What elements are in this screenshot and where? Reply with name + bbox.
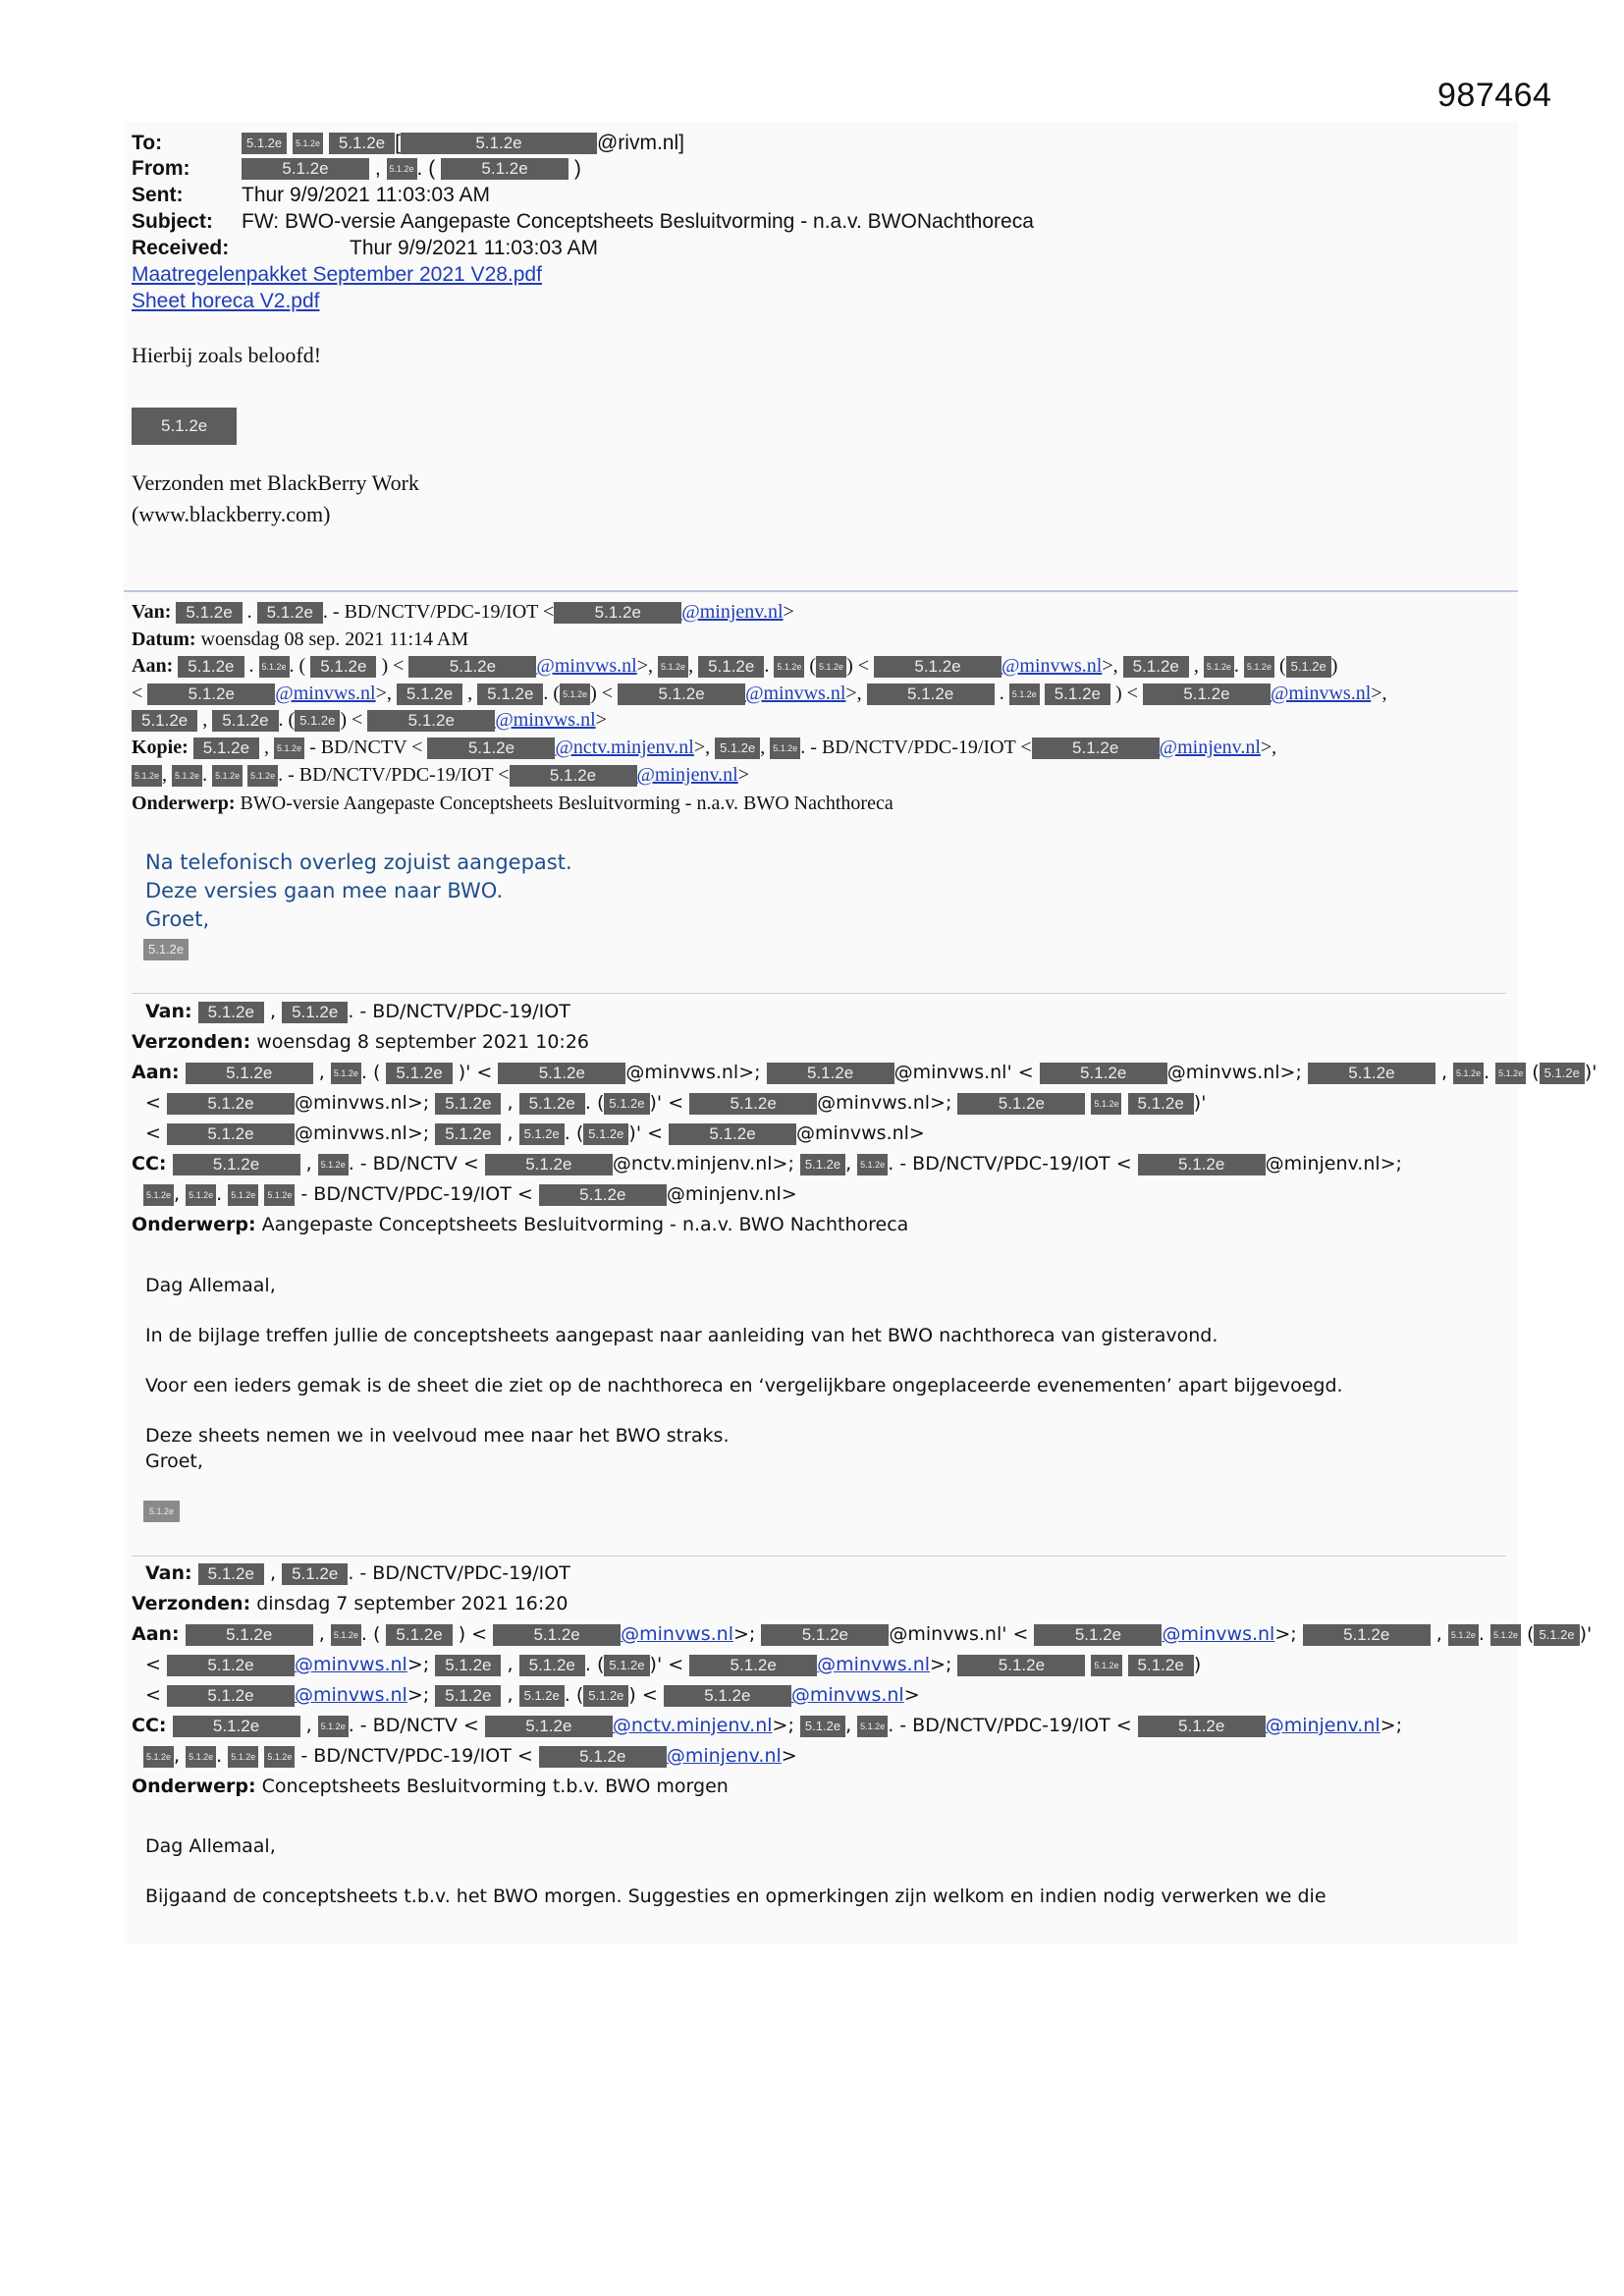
redaction: 5.1.2e xyxy=(242,133,287,154)
redaction: 5.1.2e xyxy=(331,1624,361,1646)
redaction: 5.1.2e xyxy=(583,1123,628,1145)
to-domain: @rivm.nl] xyxy=(596,132,684,154)
redaction: 5.1.2e xyxy=(408,656,536,678)
redaction: 5.1.2e xyxy=(857,1716,888,1737)
mail3-cc-row: CC: 5.1.2e , 5.1.2e . - BD/NCTV < 5.1.2e @nctv.minjenv.nl>; 5.1.2e , 5.1.2e . - BD/NCTV/PDC-19/IOT < 5.1.2e @minjenv.nl>; xyxy=(132,1715,1402,1736)
redaction: 5.1.2e xyxy=(310,656,376,678)
redaction: 5.1.2e xyxy=(689,1093,817,1115)
mail3-aan-row: Aan: 5.1.2e , 5.1.2e . ( 5.1.2e ) < 5.1.2e @minvws.nl>; 5.1.2e @minvws.nl' < 5.1.2e @minvws.nl>; 5.1.2e , 5.1.2e . 5.1.2e ( 5.1.2e )' xyxy=(132,1623,1593,1645)
redaction: 5.1.2e xyxy=(1045,683,1110,705)
subject-row: Subject: FW: BWO-versie Aangepaste Conceptsheets Besluitvorming - n.a.v. BWONachthoreca xyxy=(132,210,1034,233)
mail3-aan-row-2: < 5.1.2e @minvws.nl>; 5.1.2e , 5.1.2e . ( 5.1.2e )' < 5.1.2e @minvws.nl>; 5.1.2e 5.1.2e 5.1.2e ) xyxy=(145,1654,1202,1675)
redaction: 5.1.2e xyxy=(618,683,745,705)
redaction: 5.1.2e xyxy=(664,1685,791,1707)
redaction: 5.1.2e xyxy=(186,1624,313,1646)
mail1-body-line-1: Na telefonisch overleg zojuist aangepast. xyxy=(145,850,572,874)
redaction: 5.1.2e xyxy=(1534,1624,1579,1646)
redaction: 5.1.2e xyxy=(689,1655,817,1676)
redaction: 5.1.2e xyxy=(242,158,369,180)
mail3-van-row: Van: 5.1.2e , 5.1.2e . - BD/NCTV/PDC-19/IOT xyxy=(145,1562,570,1584)
redaction: 5.1.2e xyxy=(293,133,323,154)
divider xyxy=(132,993,1506,994)
redaction: 5.1.2e xyxy=(1091,1655,1121,1676)
redaction: 5.1.2e xyxy=(143,1184,174,1206)
redaction: 5.1.2e xyxy=(282,1002,348,1023)
redaction: 5.1.2e xyxy=(1448,1624,1479,1646)
redaction: 5.1.2e xyxy=(1138,1154,1266,1175)
redaction: 5.1.2e xyxy=(1286,656,1331,678)
redaction: 5.1.2e xyxy=(519,1123,565,1145)
redaction: 5.1.2e xyxy=(493,1624,621,1646)
mail3-body-line-1: Dag Allemaal, xyxy=(145,1835,276,1857)
redaction: 5.1.2e xyxy=(539,1746,667,1768)
redaction: 5.1.2e xyxy=(172,765,202,787)
to-row: To: 5.1.2e 5.1.2e 5.1.2e [ 5.1.2e @rivm.nl] xyxy=(132,132,684,154)
redaction: 5.1.2e xyxy=(367,710,495,732)
redaction: 5.1.2e xyxy=(1495,1063,1526,1084)
redaction: 5.1.2e xyxy=(247,765,278,787)
redaction: 5.1.2e xyxy=(186,1063,313,1084)
mail2-body-line-5: Groet, xyxy=(145,1450,203,1472)
redaction: 5.1.2e xyxy=(132,408,237,445)
intro-text: Hierbij zoals beloofd! xyxy=(132,343,322,367)
redaction: 5.1.2e xyxy=(519,1093,585,1115)
mail2-onderwerp-row: Onderwerp: Aangepaste Conceptsheets Besluitvorming - n.a.v. BWO Nachthoreca xyxy=(132,1214,909,1235)
redaction: 5.1.2e xyxy=(1034,1624,1162,1646)
redaction: 5.1.2e xyxy=(1009,683,1040,705)
redaction: 5.1.2e xyxy=(435,1123,501,1145)
sent-value: Thur 9/9/2021 11:03:03 AM xyxy=(242,184,490,206)
redaction: 5.1.2e xyxy=(1143,683,1271,705)
redaction: 5.1.2e xyxy=(143,1501,180,1522)
redaction: 5.1.2e xyxy=(387,158,417,180)
redaction: 5.1.2e xyxy=(560,683,590,705)
redaction: 5.1.2e xyxy=(132,765,162,787)
redaction: 5.1.2e xyxy=(1138,1716,1266,1737)
redaction: 5.1.2e xyxy=(329,133,395,154)
redaction: 5.1.2e xyxy=(774,656,804,678)
redaction: 5.1.2e xyxy=(957,1655,1085,1676)
redaction: 5.1.2e xyxy=(1490,1624,1521,1646)
redaction: 5.1.2e xyxy=(1032,738,1160,759)
redaction: 5.1.2e xyxy=(167,1685,295,1707)
mail1-kopie-row-2: 5.1.2e , 5.1.2e . 5.1.2e 5.1.2e . - BD/NCTV/PDC-19/IOT < 5.1.2e @minjenv.nl> xyxy=(132,763,749,787)
redaction: 5.1.2e xyxy=(800,1716,845,1737)
subject-value: FW: BWO-versie Aangepaste Conceptsheets Besluitvorming - n.a.v. BWONachthoreca xyxy=(242,210,1034,233)
redaction: 5.1.2e xyxy=(167,1123,295,1145)
redaction: 5.1.2e xyxy=(441,158,568,180)
redaction: 5.1.2e xyxy=(669,1123,796,1145)
redaction: 5.1.2e xyxy=(331,1063,361,1084)
redaction: 5.1.2e xyxy=(658,656,688,678)
redaction: 5.1.2e xyxy=(519,1685,565,1707)
redaction: 5.1.2e xyxy=(715,738,760,759)
redaction: 5.1.2e xyxy=(264,1746,295,1768)
redaction: 5.1.2e xyxy=(770,738,800,759)
redaction: 5.1.2e xyxy=(212,765,243,787)
mail2-signature xyxy=(143,1499,180,1522)
redaction: 5.1.2e xyxy=(767,1063,894,1084)
redaction: 5.1.2e xyxy=(186,1184,216,1206)
redaction: 5.1.2e xyxy=(427,738,555,759)
mail2-aan-row-3: < 5.1.2e @minvws.nl>; 5.1.2e , 5.1.2e . ( 5.1.2e )' < 5.1.2e @minvws.nl> xyxy=(145,1122,925,1144)
divider xyxy=(132,1556,1506,1557)
mail2-body-line-4: Deze sheets nemen we in veelvoud mee naar het BWO straks. xyxy=(145,1425,730,1447)
redaction: 5.1.2e xyxy=(318,1154,349,1175)
redaction: 5.1.2e xyxy=(604,1655,649,1676)
redaction: 5.1.2e xyxy=(173,1154,300,1175)
redaction: 5.1.2e xyxy=(604,1093,649,1115)
mail2-verzonden-row: Verzonden: woensdag 8 september 2021 10:26 xyxy=(132,1031,589,1053)
redaction: 5.1.2e xyxy=(176,602,242,624)
redaction: 5.1.2e xyxy=(698,656,764,678)
redaction: 5.1.2e xyxy=(178,656,244,678)
mail1-kopie-row: Kopie: 5.1.2e , 5.1.2e - BD/NCTV < 5.1.2e @nctv.minjenv.nl>, 5.1.2e , 5.1.2e . - BD/NCTV/PDC-19/IOT < 5.1.2e @minjenv.nl>, xyxy=(132,737,1277,758)
redaction: 5.1.2e xyxy=(761,1624,889,1646)
mail2-body-line-2: In de bijlage treffen jullie de conceptsheets aangepast naar aanleiding van het BWO nachthoreca van gisteravond. xyxy=(145,1325,1218,1346)
mail3-aan-row-3: < 5.1.2e @minvws.nl>; 5.1.2e , 5.1.2e . ( 5.1.2e ) < 5.1.2e @minvws.nl> xyxy=(145,1684,920,1706)
received-row: Received: Thur 9/9/2021 11:03:03 AM xyxy=(132,237,598,259)
redaction: 5.1.2e xyxy=(193,738,259,759)
sender-signature xyxy=(132,408,237,445)
redaction: 5.1.2e xyxy=(198,1002,264,1023)
redaction: 5.1.2e xyxy=(397,683,462,705)
redaction: 5.1.2e xyxy=(485,1154,613,1175)
mail1-aan-row: Aan: 5.1.2e . 5.1.2e . ( 5.1.2e ) < 5.1.2e @minvws.nl>, 5.1.2e , 5.1.2e . 5.1.2e ( 5.1.2e ) < 5.1.2e @minvws.nl>, 5.1.2e , 5.1.2e . 5.1.2e ( 5.1.2e ) xyxy=(132,655,1338,677)
redaction: 5.1.2e xyxy=(143,1746,174,1768)
redaction: 5.1.2e xyxy=(1128,1655,1194,1676)
mail2-aan-row-2: < 5.1.2e @minvws.nl>; 5.1.2e , 5.1.2e . ( 5.1.2e )' < 5.1.2e @minvws.nl>; 5.1.2e 5.1.2e 5.1.2e )' xyxy=(145,1092,1207,1114)
redaction: 5.1.2e xyxy=(274,738,304,759)
redaction: 5.1.2e xyxy=(867,683,995,705)
redaction: 5.1.2e xyxy=(1303,1624,1431,1646)
redaction: 5.1.2e xyxy=(477,683,543,705)
mail3-cc-row-2: 5.1.2e , 5.1.2e . 5.1.2e 5.1.2e - BD/NCTV/PDC-19/IOT < 5.1.2e @minjenv.nl> xyxy=(143,1744,797,1768)
redaction: 5.1.2e xyxy=(167,1655,295,1676)
redaction: 5.1.2e xyxy=(519,1655,585,1676)
sent-with-line-2: (www.blackberry.com) xyxy=(132,502,331,526)
redaction: 5.1.2e xyxy=(510,765,637,787)
redaction: 5.1.2e xyxy=(435,1685,501,1707)
redaction: 5.1.2e xyxy=(1128,1093,1194,1115)
mail2-body-line-3: Voor een ieders gemak is de sheet die ziet op de nachthoreca en ‘vergelijkbare ongeplaceerde evenementen’ apart bijgevoegd. xyxy=(145,1375,1343,1396)
mail1-onderwerp-row: Onderwerp: BWO-versie Aangepaste Conceptsheets Besluitvorming - n.a.v. BWO Nachthoreca xyxy=(132,793,893,814)
redaction: 5.1.2e xyxy=(212,710,278,732)
redaction: 5.1.2e xyxy=(539,1184,667,1206)
mail2-body-line-1: Dag Allemaal, xyxy=(145,1275,276,1296)
redaction: 5.1.2e xyxy=(485,1716,613,1737)
from-row: From: 5.1.2e , 5.1.2e . ( 5.1.2e ) xyxy=(132,157,581,180)
mail3-verzonden-row: Verzonden: dinsdag 7 september 2021 16:20 xyxy=(132,1593,568,1614)
mail1-signature xyxy=(143,937,189,960)
redaction: 5.1.2e xyxy=(264,1184,295,1206)
redaction: 5.1.2e xyxy=(386,1063,452,1084)
redaction: 5.1.2e xyxy=(167,1093,295,1115)
received-value: Thur 9/9/2021 11:03:03 AM xyxy=(350,237,598,259)
sent-with-line-1: Verzonden met BlackBerry Work xyxy=(132,470,419,495)
redaction: 5.1.2e xyxy=(857,1154,888,1175)
redaction: 5.1.2e xyxy=(498,1063,625,1084)
redaction: 5.1.2e xyxy=(318,1716,349,1737)
mail1-van-row: Van: 5.1.2e . 5.1.2e . - BD/NCTV/PDC-19/IOT < 5.1.2e @minjenv.nl> xyxy=(132,601,794,623)
redaction: 5.1.2e xyxy=(282,1563,348,1585)
redaction: 5.1.2e xyxy=(186,1746,216,1768)
redaction: 5.1.2e xyxy=(800,1154,845,1175)
redaction: 5.1.2e xyxy=(173,1716,300,1737)
redaction: 5.1.2e xyxy=(295,710,340,732)
redaction: 5.1.2e xyxy=(435,1093,501,1115)
divider xyxy=(124,590,1518,592)
mail3-onderwerp-row: Onderwerp: Conceptsheets Besluitvorming t.b.v. BWO morgen xyxy=(132,1776,729,1797)
attachment-link-1[interactable]: Maatregelenpakket September 2021 V28.pdf xyxy=(132,263,542,286)
redaction: 5.1.2e xyxy=(1308,1063,1435,1084)
redaction: 5.1.2e xyxy=(435,1655,501,1676)
redaction: 5.1.2e xyxy=(198,1563,264,1585)
redaction: 5.1.2e xyxy=(228,1184,258,1206)
mail1-aan-row-3: 5.1.2e , 5.1.2e . ( 5.1.2e ) < 5.1.2e @minvws.nl> xyxy=(132,708,607,732)
redaction: 5.1.2e xyxy=(1091,1093,1121,1115)
redaction: 5.1.2e xyxy=(554,602,681,624)
mail3-body-line-2: Bijgaand de conceptsheets t.b.v. het BWO morgen. Suggesties en opmerkingen zijn welkom en indien nodig verwerken we die xyxy=(145,1886,1326,1907)
redaction: 5.1.2e xyxy=(257,602,323,624)
redaction: 5.1.2e xyxy=(1040,1063,1167,1084)
redaction: 5.1.2e xyxy=(1123,656,1189,678)
redaction: 5.1.2e xyxy=(583,1685,628,1707)
redaction: 5.1.2e xyxy=(874,656,1001,678)
redaction: 5.1.2e xyxy=(957,1093,1085,1115)
sent-row: Sent: Thur 9/9/2021 11:03:03 AM xyxy=(132,184,490,206)
attachment-link-2[interactable]: Sheet horeca V2.pdf xyxy=(132,290,320,312)
document-number: 987464 xyxy=(1437,77,1552,114)
redaction: 5.1.2e xyxy=(228,1746,258,1768)
redaction: 5.1.2e xyxy=(143,939,189,960)
mail1-body-line-3: Groet, xyxy=(145,907,210,931)
redaction: 5.1.2e xyxy=(1453,1063,1484,1084)
mail2-cc-row: CC: 5.1.2e , 5.1.2e . - BD/NCTV < 5.1.2e @nctv.minjenv.nl>; 5.1.2e , 5.1.2e . - BD/NCTV/PDC-19/IOT < 5.1.2e @minjenv.nl>; xyxy=(132,1153,1402,1175)
redaction: 5.1.2e xyxy=(1244,656,1274,678)
redaction: 5.1.2e xyxy=(1204,656,1234,678)
redaction: 5.1.2e xyxy=(132,710,197,732)
redaction: 5.1.2e xyxy=(386,1624,452,1646)
redaction: 5.1.2e xyxy=(816,656,846,678)
mail1-datum-row: Datum: woensdag 08 sep. 2021 11:14 AM xyxy=(132,629,469,650)
redaction: 5.1.2e xyxy=(259,656,290,678)
redaction: 5.1.2e xyxy=(1540,1063,1585,1084)
mail2-van-row: Van: 5.1.2e , 5.1.2e . - BD/NCTV/PDC-19/IOT xyxy=(145,1001,570,1022)
mail2-cc-row-2: 5.1.2e , 5.1.2e . 5.1.2e 5.1.2e - BD/NCTV/PDC-19/IOT < 5.1.2e @minjenv.nl> xyxy=(143,1182,797,1206)
mail1-body-line-2: Deze versies gaan mee naar BWO. xyxy=(145,879,504,902)
redaction: 5.1.2e xyxy=(147,683,275,705)
mail1-aan-row-2: < 5.1.2e @minvws.nl>, 5.1.2e , 5.1.2e . ( 5.1.2e ) < 5.1.2e @minvws.nl>, 5.1.2e . 5.1.2e 5.1.2e ) < 5.1.2e @minvws.nl>, xyxy=(132,683,1387,704)
mail2-aan-row: Aan: 5.1.2e , 5.1.2e . ( 5.1.2e )' < 5.1.2e @minvws.nl>; 5.1.2e @minvws.nl' < 5.1.2e @minvws.nl>; 5.1.2e , 5.1.2e . 5.1.2e ( 5.1.2e )' xyxy=(132,1062,1597,1083)
redaction: 5.1.2e xyxy=(401,133,597,154)
